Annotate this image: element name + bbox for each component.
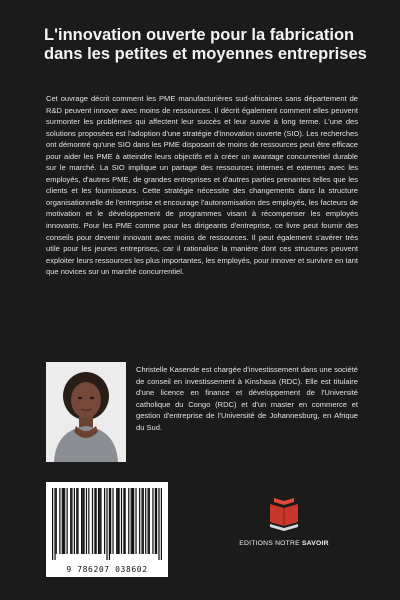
barcode-bar xyxy=(88,488,89,554)
barcode-bar xyxy=(161,488,162,560)
barcode-bar xyxy=(70,488,71,554)
barcode-bar xyxy=(63,488,64,554)
barcode-bar xyxy=(155,488,156,554)
barcode-bar xyxy=(125,488,126,554)
barcode-bar xyxy=(132,488,133,554)
barcode-bar xyxy=(52,488,53,560)
publisher-block xyxy=(232,496,336,556)
barcode-bar xyxy=(67,488,68,554)
barcode-bar xyxy=(109,488,110,560)
barcode-bar xyxy=(86,488,87,554)
barcode-bar xyxy=(135,488,136,554)
author-bio: Christelle Kasende est chargée d'investissement dans une société de conseil en investissement à Kinshasa (RDC). Elle est titulaire d'une licence en finance et développement de l'Université catholique du Congo (RDC) et d'un master en commerce et gestion d'entreprise de l'Université de Johannesburg, en Afrique du Sud. xyxy=(136,365,358,432)
barcode-bar xyxy=(110,488,111,554)
publisher-name xyxy=(232,540,336,547)
barcode-bar xyxy=(98,488,99,554)
barcode-bar xyxy=(133,488,134,554)
barcode-bar xyxy=(118,488,119,554)
barcode-bar xyxy=(81,488,82,554)
book-title: L'innovation ouverte pour la fabrication dans les petites et moyennes entreprises xyxy=(44,26,367,63)
barcode-bar xyxy=(76,488,77,554)
barcode-bar xyxy=(145,488,146,554)
barcode-bar xyxy=(116,488,117,554)
barcode-bar xyxy=(143,488,144,554)
barcode-bar xyxy=(77,488,78,554)
barcode-bar xyxy=(82,488,83,554)
publisher-name-bold: SAVOIR xyxy=(301,540,329,547)
barcode-bar xyxy=(62,488,63,554)
isbn-barcode xyxy=(46,482,168,577)
barcode-bar xyxy=(156,488,157,554)
barcode-bar xyxy=(64,488,65,554)
barcode-bar xyxy=(141,488,142,554)
barcode-bar xyxy=(54,488,55,560)
barcode-bar xyxy=(117,488,118,554)
barcode-bar xyxy=(139,488,140,554)
barcode-bar xyxy=(123,488,124,554)
barcode-icon xyxy=(52,488,162,560)
isbn-number: 9 786207 038602 xyxy=(66,565,148,574)
barcode-bar xyxy=(59,488,60,554)
barcode-bar xyxy=(158,488,159,560)
barcode-bar xyxy=(128,488,129,554)
barcode-bar xyxy=(152,488,153,554)
barcode-bar xyxy=(104,488,105,554)
author-photo xyxy=(46,362,126,462)
barcode-bar xyxy=(100,488,101,554)
barcode-bar xyxy=(92,488,93,554)
author-portrait-icon xyxy=(46,362,126,462)
barcode-bar xyxy=(121,488,122,554)
publisher-name-prefix: EDITIONS NOTRE xyxy=(239,540,302,547)
barcode-bar xyxy=(94,488,95,554)
barcode-bar xyxy=(56,488,57,554)
publisher-logo-icon xyxy=(268,496,300,534)
barcode-bar xyxy=(71,488,72,554)
barcode-bar xyxy=(131,488,132,554)
barcode-bar xyxy=(106,488,107,560)
barcode-bar xyxy=(112,488,113,554)
book-description: Cet ouvrage décrit comment les PME manufacturières sud-africaines sans département de R&D peuvent innover avec moins de ressources. Il décrit également comment elles peuvent surmonter les problèmes qui affectent leur succès et leur survie à long terme. L'une des solutions proposées est l'adoption d'une stratégie d'innovation ouverte (SIO). Les recherches ont démontré qu'une SIO dans les PME disposant de moins de ressources peut être efficace pour aider les PME à atteindre leurs objectifs et à créer un avantage concurrentiel durable sur le marché. La SIO implique un partage des ressources internes et externes avec les employés, d'autres PME, de grandes entreprises et d'autres parties prenantes telles que les clients et les fournisseurs. Cette stratégie nécessite des changements dans la structure organisationnelle de l'entreprise et encourage l'autonomisation des employés, les facteurs de motivation et le développement de programmes visant à récompenser les employés innovants. Pour les PME comme pour les dirigeants d'entreprise, ce livre peut fournir des conseils pour devenir innovant avec moins de ressources. Il peut également s'avérer très utile pour les jeunes entreprises, car il rationalise la manière dont ces structures peuvent exploiter leurs ressources les plus importantes, les employés, pour innover et survivre en tant que novices sur un marché concurrentiel. xyxy=(46,94,358,277)
barcode-bar xyxy=(147,488,148,554)
barcode-bar xyxy=(74,488,75,554)
barcode-bar xyxy=(99,488,100,554)
barcode-bar xyxy=(149,488,150,554)
barcode-bar xyxy=(96,488,97,554)
barcode-bar xyxy=(83,488,84,554)
